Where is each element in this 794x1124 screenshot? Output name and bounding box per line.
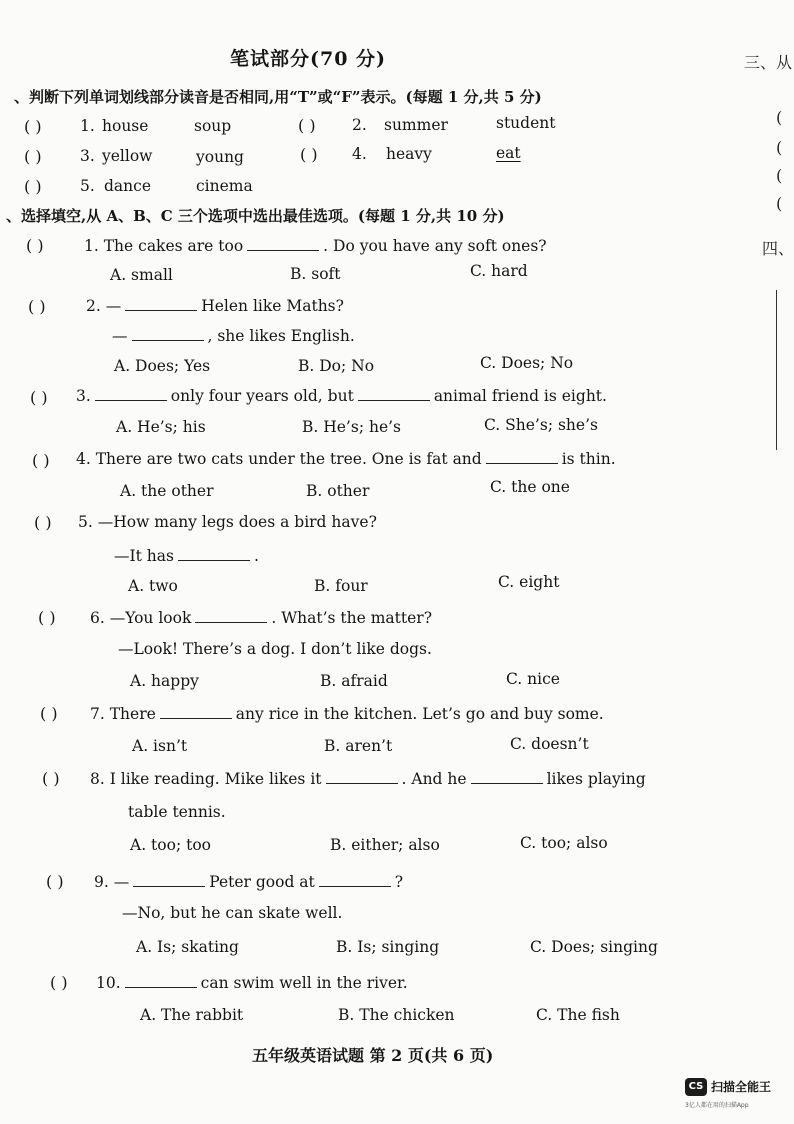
- option-c: C. doesn’t: [510, 735, 589, 753]
- option-c: C. The fish: [536, 1006, 620, 1024]
- option-c: C. She’s; she’s: [484, 416, 598, 434]
- option-b: B. afraid: [320, 672, 388, 690]
- answer-blank: [319, 872, 391, 887]
- option-b: B. soft: [290, 265, 341, 283]
- answer-blank: [132, 326, 204, 341]
- option-b: B. The chicken: [338, 1006, 455, 1024]
- option-c: C. Does; No: [480, 354, 574, 372]
- answer-blank: [247, 236, 319, 251]
- option-b: B. either; also: [330, 836, 440, 854]
- option-a: A. two: [128, 577, 178, 595]
- option-a: A. He’s; his: [116, 418, 206, 436]
- answer-blank: [195, 608, 267, 623]
- option-c: C. too; also: [520, 834, 608, 852]
- answer-blank: [125, 973, 197, 988]
- camscanner-logo-icon: CS: [685, 1078, 707, 1096]
- next-column-heading: 三、从: [744, 53, 793, 72]
- next-column-section4: 四、: [762, 239, 794, 258]
- page-title: 笔试部分(70 分): [230, 48, 387, 70]
- page-footer: 五年级英语试题 第 2 页(共 6 页): [252, 1046, 494, 1065]
- answer-blank: [95, 386, 167, 401]
- answer-blank: [160, 704, 232, 719]
- answer-blank: [326, 769, 398, 784]
- option-c: C. hard: [470, 262, 528, 280]
- answer-blank: [133, 872, 205, 887]
- option-a: A. happy: [130, 672, 199, 690]
- word: cinema: [196, 177, 253, 195]
- option-a: A. small: [110, 266, 173, 284]
- answer-blank: [486, 449, 558, 464]
- option-a: A. Is; skating: [136, 938, 239, 956]
- word: yellow: [102, 147, 153, 165]
- scanner-app-name: 扫描全能王: [711, 1080, 772, 1094]
- answer-blank: [358, 386, 430, 401]
- option-c: C. the one: [490, 478, 570, 496]
- word: young: [196, 148, 244, 166]
- option-c: C. eight: [498, 573, 560, 591]
- section1-heading: 、判断下列单词划线部分读音是否相同,用“T”或“F”表示。(每题 1 分,共 5 分): [14, 88, 542, 106]
- option-c: C. nice: [506, 670, 560, 688]
- option-b: B. Do; No: [298, 357, 375, 375]
- word: heavy: [386, 145, 432, 163]
- word: soup: [194, 117, 232, 135]
- option-a: A. The rabbit: [140, 1006, 244, 1024]
- word: dance: [104, 177, 151, 195]
- option-a: A. too; too: [130, 836, 211, 854]
- word: house: [102, 117, 149, 135]
- option-b: B. four: [314, 577, 368, 595]
- option-a: A. the other: [120, 482, 214, 500]
- column-divider: [776, 290, 777, 450]
- answer-blank: [178, 546, 250, 561]
- option-a: A. isn’t: [132, 737, 188, 755]
- word: eat: [496, 144, 521, 162]
- option-b: B. He’s; he’s: [302, 418, 402, 436]
- option-b: B. aren’t: [324, 737, 393, 755]
- word: summer: [384, 116, 448, 134]
- section2-heading: 、选择填空,从 A、B、C 三个选项中选出最佳选项。(每题 1 分,共 10 分): [6, 207, 505, 225]
- exam-page: 笔试部分(70 分) 三、从 ( ( ( ( 四、 、判断下列单词划线部分读音是否相同,用“T”或“F”表示。(每题 1 分,共 5 分) ( ) 1. house soup ( ) 2. summer student ( ) 3. yellow young ( ) 4. heavy eat ( ) 5. dance cinema 、选择填空,从 A、B、C 三个选项中选出最佳选项。(每题 1 分,共 10 分) ( ) 1. The cakes are too . Do you have any soft ones? A. small B. soft C. hard ( ) 2. — Helen like Maths? — , she likes English. A. Does; Yes B. Do; No C. Does; No ( ) 3. only four years old, but animal friend is eight. A. He’s; his B. He’s; he’s C. She’s; she’s ( ) 4. There are two cats under the tree. One is fat and is thin. A. the other B. other C. the one ( ) 5. —How many legs does a bird have? —It has . A. two B. four C. eight ( ) 6. —You look . What’s the matter? —Look! There’s a dog. I don’t like dogs. A. happy B. afraid C. nice ( ) 7. There any rice in the kitchen. Let’s go and buy some. A. isn’t B. aren’t C. doesn’t ( ) 8. I like reading. Mike likes it . And he likes playing table tennis. A. too; too B. either; also C. too; also ( ) 9. — Peter good at ? —No, but he can skate well. A. Is; skating B. Is; singing C. Does; singing ( ) 10. can swim well in the river. A. The rabbit B. The chicken C. The fish 五年级英语试题 第 2 页(共 6 页) CS 扫描全能王 3亿人都在用的扫描App: [0, 0, 794, 1124]
- option-b: B. other: [306, 482, 370, 500]
- option-c: C. Does; singing: [530, 938, 658, 956]
- answer-blank: [125, 296, 197, 311]
- option-a: A. Does; Yes: [114, 357, 211, 375]
- answer-blank: [471, 769, 543, 784]
- scanner-tagline: 3亿人都在用的扫描App: [685, 1102, 749, 1109]
- word: student: [496, 114, 556, 132]
- option-b: B. Is; singing: [336, 938, 440, 956]
